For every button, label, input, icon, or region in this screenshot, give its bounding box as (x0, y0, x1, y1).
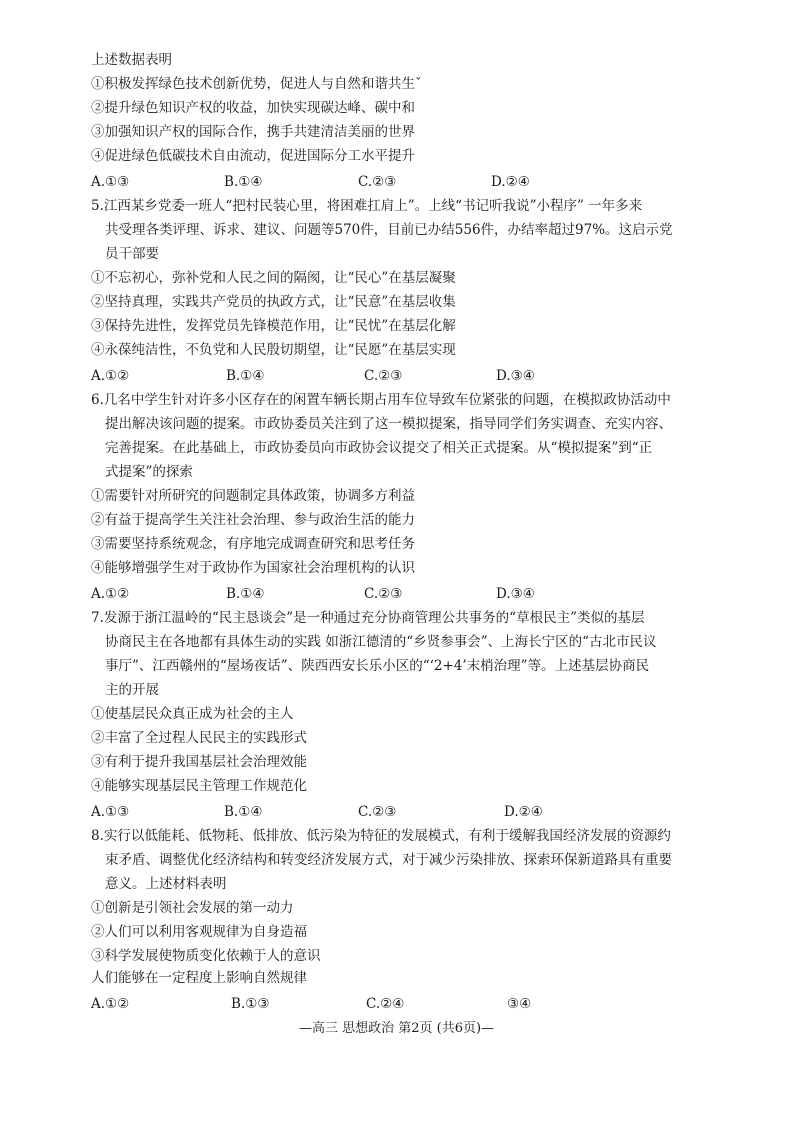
q7-stem-line-2: 协商民主在各地都有具体生动的实践 如浙江德清的“乡贤参事会”、上海长宁区的“古北市民议 (105, 634, 657, 650)
q6-option-c[interactable]: C.②③ (364, 586, 403, 602)
q7-stem-line-4: 主的开展 (105, 682, 159, 698)
q4-item-1: ①积极发挥绿色技术创新优势，促进人与自然和谐共生ˇ (91, 76, 422, 92)
q5-stem-line-2: 共受理各类评理、诉求、建议、问题等570件，目前已办结556件，办结率超过97%。这启示党 (105, 222, 673, 238)
q7-options (91, 803, 731, 821)
q8-options (91, 995, 731, 1013)
q5-option-a[interactable]: A.①② (91, 368, 130, 384)
q8-option-d[interactable]: ③④ (507, 996, 532, 1012)
q7-item-3: ③有利于提升我国基层社会治理效能 (91, 754, 307, 770)
q8-stem-line-3: 意义。上述材料表明 (105, 876, 227, 892)
q8-stem-line-2: 束矛盾、调整优化经济结构和转变经济发展方式，对于减少污染排放、探索环保新道路具有重要 (105, 852, 672, 868)
q4-option-b[interactable]: B.①④ (224, 174, 263, 190)
q5-option-c[interactable]: C.②③ (364, 368, 403, 384)
q7-option-c[interactable]: C.②③ (358, 804, 397, 820)
q8-item-1: ①创新是引领社会发展的第一动力 (91, 900, 294, 916)
q8-item-3: ③科学发展使物质变化依赖于人的意识 (91, 948, 321, 964)
q6-options (91, 585, 731, 603)
q5-item-1: ①不忘初心，弥补党和人民之间的隔阂，让“民心”在基层凝聚 (91, 270, 456, 286)
q7-item-1: ①使基层民众真正成为社会的主人 (91, 706, 294, 722)
q4-stem: 上述数据表明 (91, 52, 172, 68)
q4-options (91, 173, 731, 191)
q7-stem-line-3: 事厅”、江西赣州的“屋场夜话”、陕西西安长乐小区的“‘2+4’末梢治理”等。上述基层协商民 (105, 658, 650, 674)
q6-stem-line-2: 提出解决该问题的提案。市政协委员关注到了这一模拟提案，指导同学们务实调查、充实内容、 (105, 416, 672, 432)
q5-stem-line-1: 5.江西某乡党委一班人“把村民装心里，将困难扛肩上”。上线“书记听我说”小程序” 一年多来 (91, 198, 643, 214)
q5-option-b[interactable]: B.①④ (226, 368, 265, 384)
q4-option-a[interactable]: A.①③ (91, 174, 130, 190)
q6-stem-line-3: 完善提案。在此基础上，市政协委员向市政协会议提交了相关正式提案。从“模拟提案”到“正 (105, 440, 653, 456)
q5-stem-line-3: 员干部要 (105, 246, 159, 262)
q8-option-c[interactable]: C.②④ (366, 996, 405, 1012)
page-footer: —高三 思想政治 第2页 (共6页)— (298, 1021, 495, 1036)
q8-item-4: 人们能够在一定程度上影响自然规律 (91, 970, 307, 986)
q7-item-4: ④能够实现基层民主管理工作规范化 (91, 778, 307, 794)
q4-option-d[interactable]: D.②④ (491, 174, 530, 190)
q5-item-4: ④永葆纯洁性，不负党和人民殷切期望，让“民愿”在基层实现 (91, 342, 456, 358)
q4-item-4: ④促进绿色低碳技术自由流动，促进国际分工水平提升 (91, 148, 415, 164)
q6-item-4: ④能够增强学生对于政协作为国家社会治理机构的认识 (91, 560, 415, 576)
q8-item-2: ②人们可以利用客观规律为自身造福 (91, 924, 307, 940)
q7-option-b[interactable]: B.①④ (224, 804, 263, 820)
q7-option-d[interactable]: D.②④ (504, 804, 543, 820)
q5-option-d[interactable]: D.③④ (496, 368, 535, 384)
q4-item-2: ②提升绿色知识产权的收益，加快实现碳达峰、碳中和 (91, 100, 415, 116)
q8-option-b[interactable]: B.①③ (231, 996, 270, 1012)
q5-options (91, 367, 731, 385)
q5-item-3: ③保持先进性，发挥党员先锋模范作用，让“民忧”在基层化解 (91, 318, 456, 334)
q6-option-d[interactable]: D.③④ (496, 586, 535, 602)
q4-option-c[interactable]: C.②③ (358, 174, 397, 190)
q7-item-2: ②丰富了全过程人民民主的实践形式 (91, 730, 307, 746)
q6-item-1: ①需要针对所研究的问题制定具体政策，协调多方利益 (91, 488, 415, 504)
q6-option-a[interactable]: A.①② (91, 586, 130, 602)
q6-stem-line-1: 6.几名中学生针对许多小区存在的闲置车辆长期占用车位导致车位紧张的问题，在模拟政协活动中 (91, 392, 671, 408)
q7-stem-line-1: 7.发源于浙江温岭的“民主恳谈会”是一种通过充分协商管理公共事务的“草根民主”类似的基层 (91, 610, 645, 626)
q4-item-3: ③加强知识产权的国际合作，携手共建清洁美丽的世界 (91, 124, 415, 140)
q8-option-a[interactable]: A.①② (91, 996, 130, 1012)
q6-stem-line-4: 式提案”的探索 (105, 464, 193, 480)
q5-item-2: ②坚持真理，实践共产党员的执政方式，让“民意”在基层收集 (91, 294, 456, 310)
q6-item-3: ③需要坚持系统观念，有序地完成调查研究和思考任务 (91, 536, 415, 552)
q7-option-a[interactable]: A.①③ (91, 804, 130, 820)
q6-option-b[interactable]: B.①④ (226, 586, 265, 602)
q6-item-2: ②有益于提高学生关注社会治理、参与政治生活的能力 (91, 512, 415, 528)
q8-stem-line-1: 8.实行以低能耗、低物耗、低排放、低污染为特征的发展模式，有利于缓解我国经济发展的资源约 (91, 828, 671, 844)
